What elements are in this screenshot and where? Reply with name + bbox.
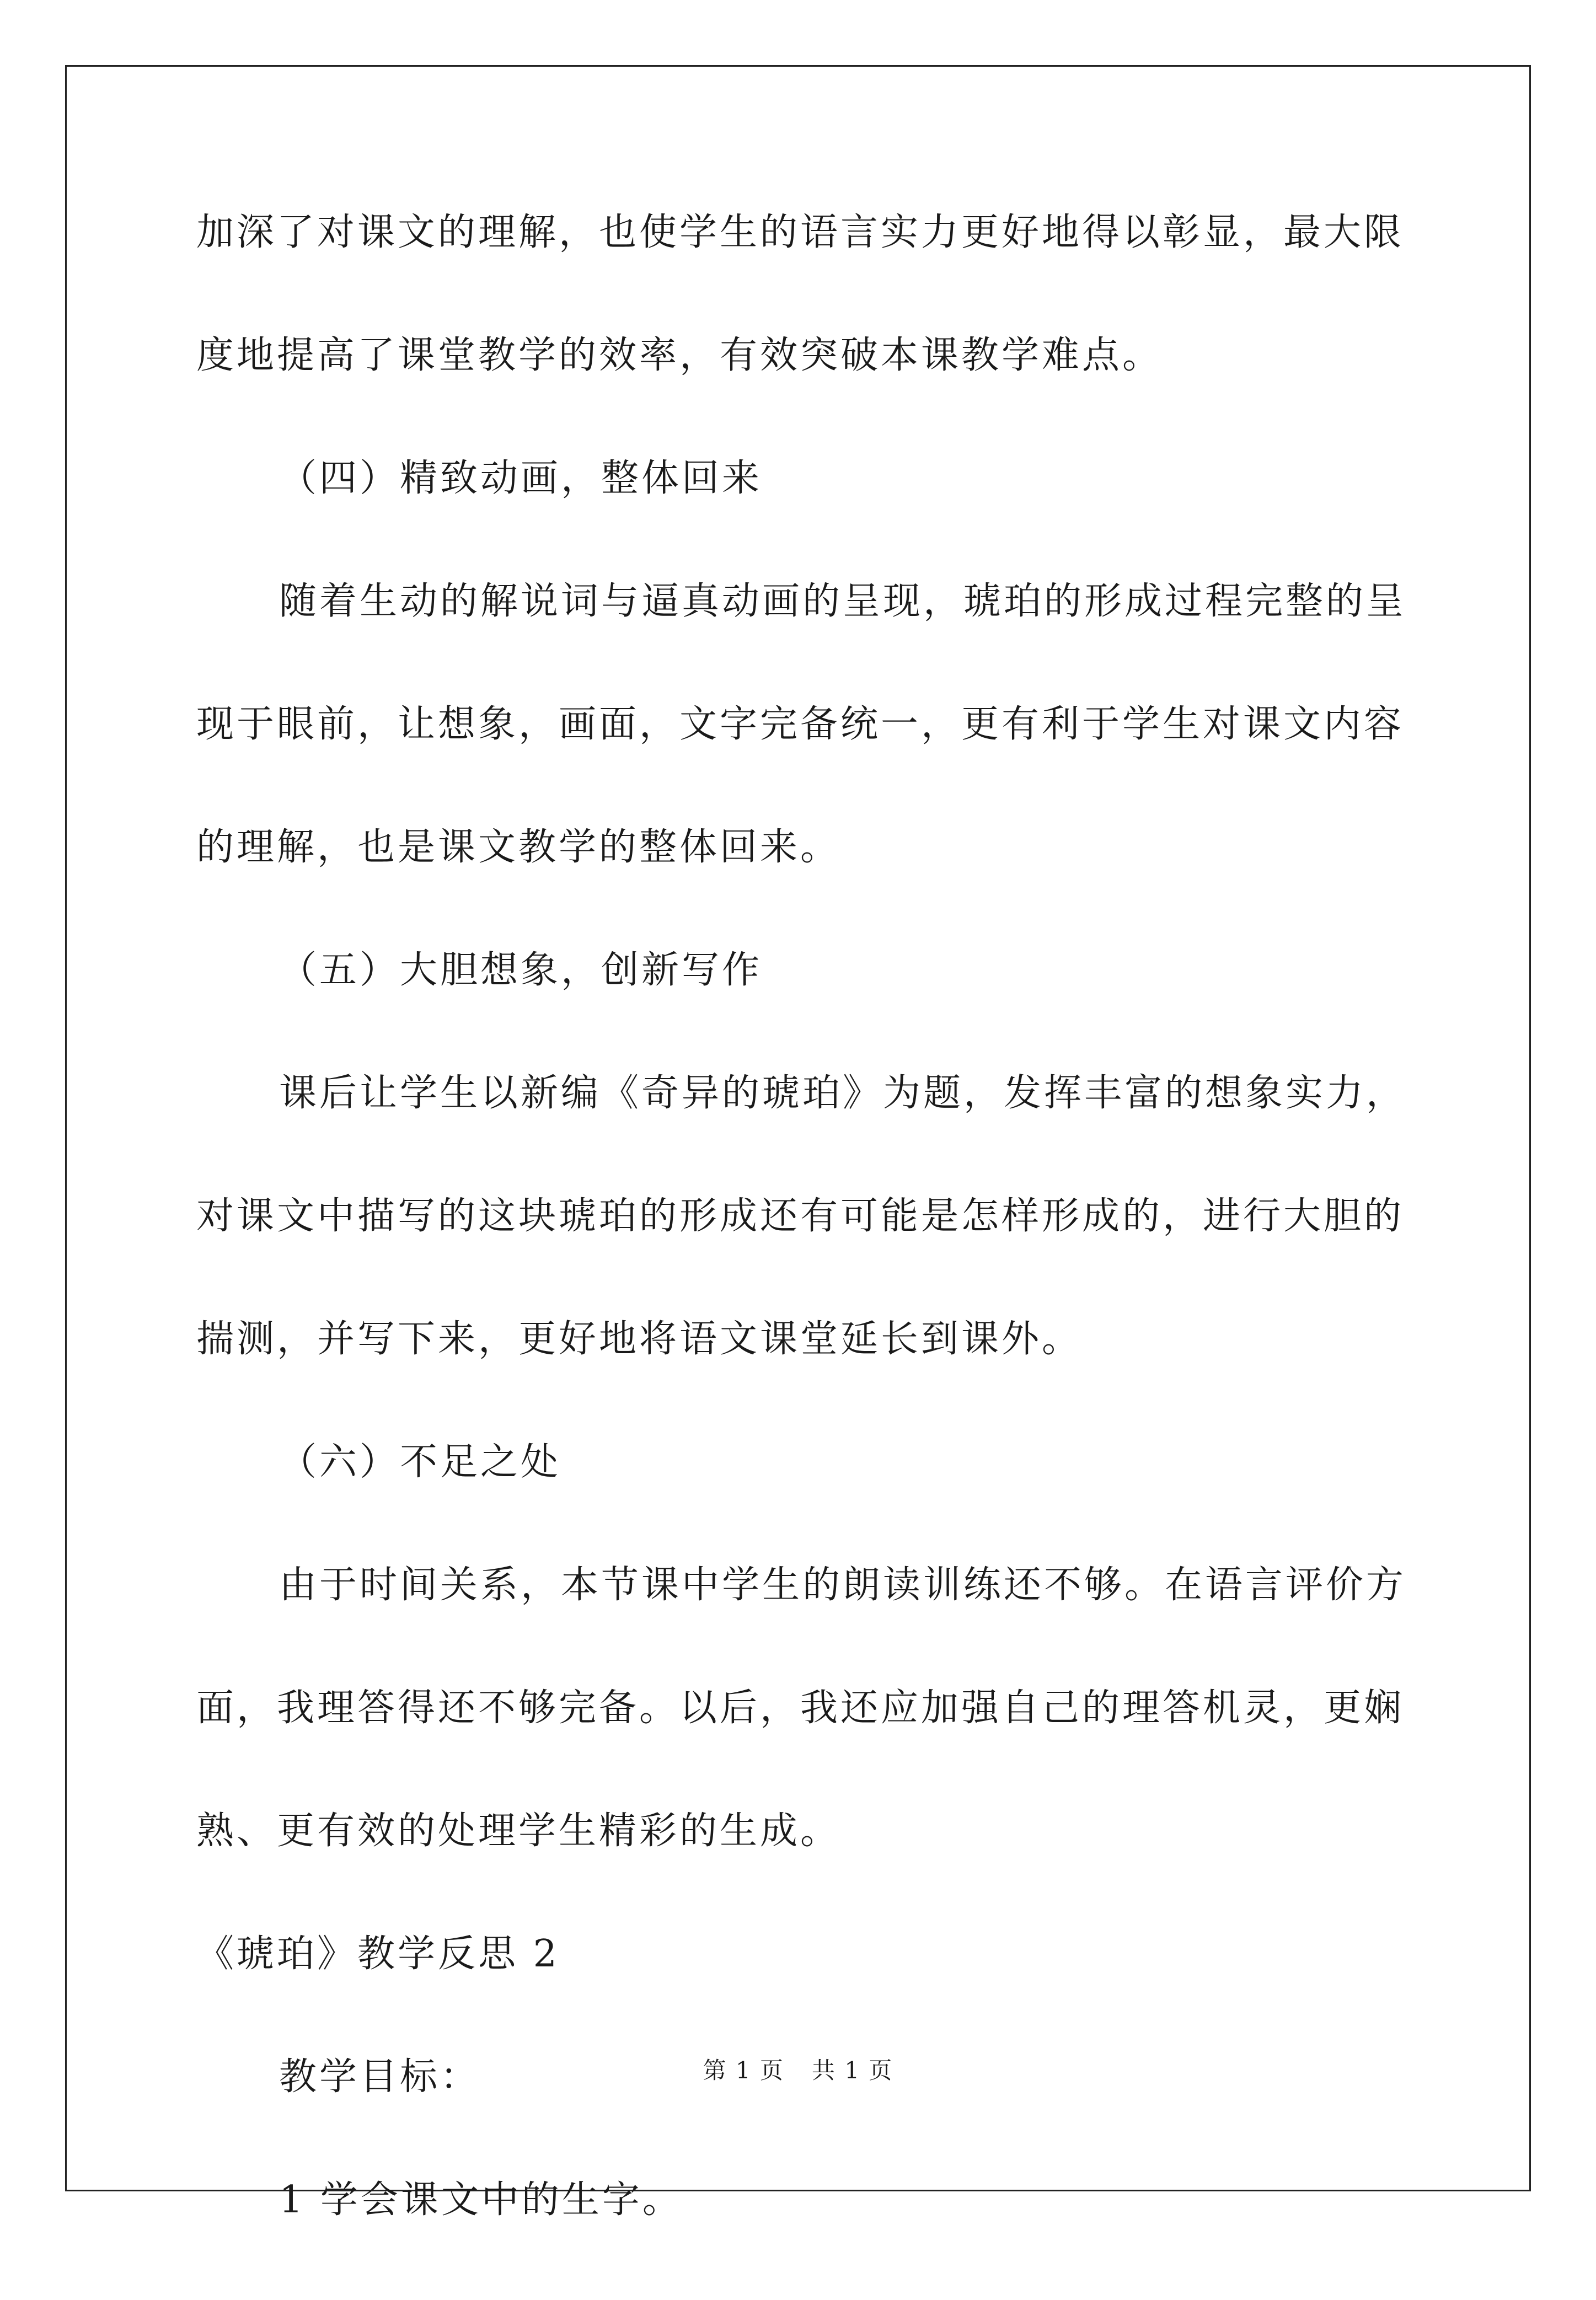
paragraph-line: 课后让学生以新编《奇异的琥珀》为题，发挥丰富的想象实力，	[279, 1071, 1407, 1115]
paragraph-line: 对课文中描写的这块琥珀的形成还有可能是怎样形成的，进行大胆的	[196, 1194, 1405, 1238]
paragraph-line: 1 学会课文中的生字。	[279, 2178, 683, 2222]
paragraph-line: 现于眼前，让想象，画面，文字完备统一，更有利于学生对课文内容	[196, 703, 1405, 746]
paragraph-line: 揣测，并写下来，更好地将语文课堂延长到课外。	[196, 1317, 1083, 1361]
paragraph-line: 面，我理答得还不够完备。以后，我还应加强自己的理答机灵，更娴	[196, 1686, 1405, 1730]
section-heading-5: （五）大胆想象，创新写作	[279, 948, 763, 992]
section-heading-6: （六）不足之处	[279, 1440, 561, 1484]
paragraph-line: 随着生动的解说词与逼真动画的呈现，琥珀的形成过程完整的呈	[279, 580, 1407, 623]
page-footer	[0, 2057, 1596, 2084]
page-total: 共 1 页	[812, 2057, 893, 2084]
paragraph-line: 的理解，也是课文教学的整体回来。	[196, 825, 841, 869]
paragraph-line: 熟、更有效的处理学生精彩的生成。	[196, 1809, 841, 1853]
document-body	[196, 210, 1410, 2300]
paragraph-line: 度地提高了课堂教学的效率，有效突破本课教学难点。	[196, 334, 1163, 377]
document-title: 《琥珀》教学反思 2	[196, 1932, 560, 1976]
section-heading-4: （四）精致动画，整体回来	[279, 457, 763, 500]
page-number: 第 1 页	[703, 2057, 784, 2084]
paragraph-line: 由于时间关系，本节课中学生的朗读训练还不够。在语言评价方	[279, 1563, 1407, 1607]
paragraph-line: 加深了对课文的理解，也使学生的语言实力更好地得以彰显，最大限	[196, 211, 1405, 254]
paragraph-line: 教学目标：	[279, 2055, 481, 2099]
